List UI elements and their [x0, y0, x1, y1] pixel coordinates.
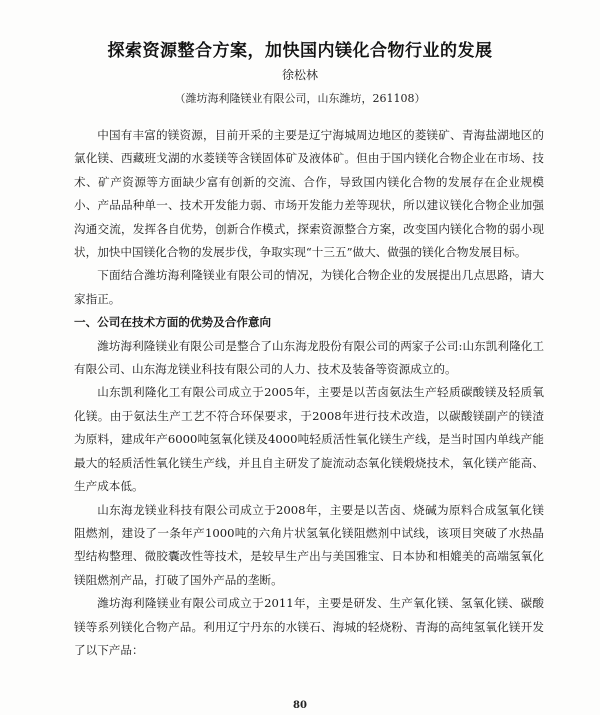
- paragraph: 中国有丰富的镁资源，目前开采的主要是辽宁海城周边地区的菱镁矿、青海盐湖地区的氯化镁、西藏班戈湖的水菱镁等含镁固体矿及液体矿。但由于国内镁化合物企业在市场、技术、矿产资源等方面缺少富有创新的交流、合作，导致国内镁化合物的发展存在企业规模小、产品品种单一、技术开发能力弱、市场开发能力差等现状，所以建议镁化合物企业加强沟通交流，发挥各自优势，创新合作模式，探索资源整合方案，改变国内镁化合物的弱小现状，加快中国镁化合物的发展步伐，争取实现“十三五”做大、做强的镁化合物发展目标。: [74, 128, 544, 260]
- paragraph: 山东凯利隆化工有限公司成立于2005年，主要是以苦卤氨法生产轻质碳酸镁及轻质氧化镁。由于氨法生产工艺不符合环保要求，于2008年进行技术改造，以碳酸镁副产的镁渣为原料，建成年产6000吨氢氧化镁及4000吨轻质活性氧化镁生产线，是当时国内单线产能最大的轻质活性氧化镁生产线，并且自主研发了旋流动态氧化镁煅烧技术，氧化镁产能高、生产成本低。: [74, 385, 544, 494]
- paragraph: 下面结合潍坊海利隆镁业有限公司的情况，为镁化合物企业的发展提出几点思路，请大家指正。: [74, 268, 544, 306]
- paragraph: 山东海龙镁业科技有限公司成立于2008年，主要是以苦卤、烧碱为原料合成氢氧化镁阻燃剂，建设了一条年产1000吨的六角片状氢氧化镁阻燃剂中试线，该项目突破了水热晶型结构整理、微胶囊改性等技术，是较早生产出与美国雅宝、日本协和相媲美的高端氢氧化镁阻燃剂产品，打破了国外产品的垄断。: [74, 502, 544, 587]
- paper-title: 探索资源整合方案，加快国内镁化合物行业的发展: [107, 41, 493, 61]
- section-heading: 一、公司在技术方面的优势及合作意向: [74, 315, 272, 330]
- paragraph: 潍坊海利隆镁业有限公司是整合了山东海龙股份有限公司的两家子公司:山东凯利隆化工有限公司、山东海龙镁业科技有限公司的人力、技术及装备等资源成立的。: [74, 338, 544, 377]
- page-number: 80: [293, 700, 307, 711]
- author-name: 徐松林: [281, 68, 318, 82]
- paragraph: 潍坊海利隆镁业有限公司成立于2011年，主要是研发、生产氧化镁、氢氧化镁、碳酸镁等系列镁化合物产品。利用辽宁丹东的水镁石、海城的轻烧粉、青海的高纯氢氧化镁开发了以下产品：: [74, 596, 544, 657]
- body-text: [74, 124, 544, 662]
- author-affiliation: （潍坊海利隆镁业有限公司，山东潍坊，261108）: [174, 92, 426, 105]
